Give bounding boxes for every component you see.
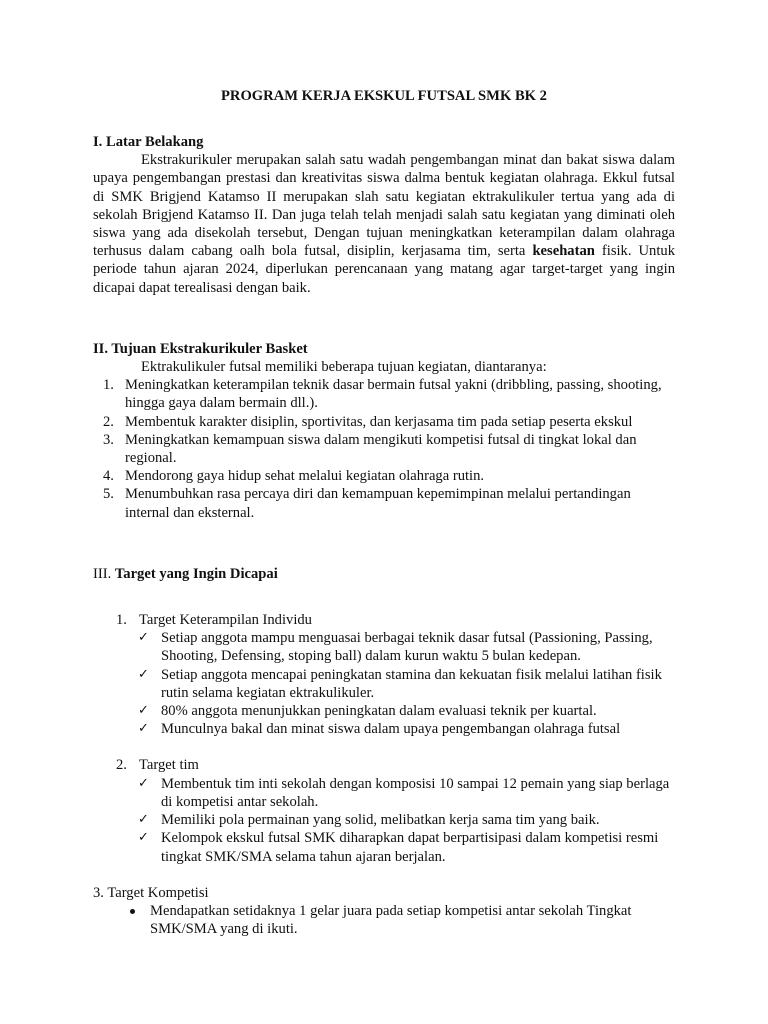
checkmark-icon: ✓ [138, 666, 149, 682]
list-item [93, 431, 675, 467]
list-item [93, 902, 675, 938]
list-item [93, 720, 675, 738]
list-item [93, 376, 675, 412]
list-number: 1. [103, 377, 114, 394]
section-1-paragraph [93, 151, 675, 297]
target-3-heading: 3. Target Kompetisi [93, 884, 209, 901]
target-1-heading [93, 611, 675, 629]
checkmark-icon: ✓ [138, 830, 149, 846]
list-item-text: Munculnya bakal dan minat siswa dalam upaya pengembangan olahraga futsal [161, 721, 621, 738]
list-item [93, 413, 675, 431]
checkmark-icon: ✓ [138, 721, 149, 737]
section-3-heading-text: Target yang Ingin Dicapai [114, 565, 278, 582]
list-item-text: Mendorong gaya hidup sehat melalui kegiatan olahraga rutin. [125, 468, 485, 485]
checkmark-icon: ✓ [138, 630, 149, 646]
list-number: 3. [103, 431, 114, 448]
target-number: 1. [116, 612, 127, 629]
list-item [93, 829, 675, 865]
target-2-heading [93, 756, 675, 774]
section-3-heading-number: III. [93, 565, 112, 582]
list-item [93, 666, 675, 702]
list-item-text: Memiliki pola permainan yang solid, melibatkan kerja sama tim yang baik. [161, 812, 600, 829]
section-1-heading: I. Latar Belakang [93, 134, 204, 150]
list-item [93, 811, 675, 829]
target-label: Target tim [139, 757, 199, 774]
list-item-text: Menumbuhkan rasa percaya diri dan kemampuan kepemimpinan melalui pertandingan internal dan eksternal. [125, 486, 631, 521]
bullet-dot-icon [130, 909, 135, 914]
section-2-intro: Ektrakulikuler futsal memiliki beberapa tujuan kegiatan, diantaranya: [141, 359, 547, 376]
list-item-text: Setiap anggota mencapai peningkatan stamina dan kekuatan fisik melalui latihan fisik rutin selama kegiatan ektrakulikuler. [161, 666, 662, 701]
list-item-text: 80% anggota menunjukkan peningkatan dalam evaluasi teknik per kuartal. [161, 703, 597, 720]
list-item-text: Mendapatkan setidaknya 1 gelar juara pada setiap kompetisi antar sekolah Tingkat SMK/SMA yang di ikuti. [150, 902, 632, 938]
checkmark-icon: ✓ [138, 703, 149, 719]
document-title: PROGRAM KERJA EKSKUL FUTSAL SMK BK 2 [221, 88, 547, 104]
paragraph-bold-word: kesehatan [532, 243, 595, 260]
target-3-list [93, 902, 675, 938]
list-item-text: Meningkatkan keterampilan teknik dasar bermain futsal yakni (dribbling, passing, shooting, hingga gaya dalam bermain dll.). [125, 377, 662, 412]
list-item [93, 485, 675, 521]
list-item-text: Setiap anggota mampu menguasai berbagai teknik dasar futsal (Passioning, Passing, Shooting, Defensing, stoping ball) dalam kurun waktu 5 bulan kedepan. [161, 630, 653, 665]
list-item [93, 467, 675, 485]
list-item-text: Membentuk karakter disiplin, sportivitas, dan kerjasama tim pada setiap peserta ekskul [125, 413, 633, 430]
list-item-text: Meningkatkan kemampuan siswa dalam mengikuti kompetisi futsal di tingkat lokal dan regional. [125, 431, 637, 467]
checkmark-icon: ✓ [138, 775, 149, 791]
list-item [93, 775, 675, 811]
paragraph-text-part-2: fisik. Untuk periode tahun ajaran 2024, diperlukan perencanaan yang matang agar target-target yang ingin dicapai dapat terealisasi dengan baik. [93, 243, 675, 296]
target-2-list [93, 775, 675, 866]
list-number: 5. [103, 486, 114, 503]
list-number: 2. [103, 413, 114, 430]
goals-list [93, 376, 675, 522]
target-label: Target Keterampilan Individu [139, 612, 312, 629]
list-item [93, 629, 675, 665]
list-item-text: Membentuk tim inti sekolah dengan komposisi 10 sampai 12 pemain yang siap berlaga di kompetisi antar sekolah. [161, 775, 670, 810]
section-2-heading: II. Tujuan Ekstrakurikuler Basket [93, 340, 308, 357]
checkmark-icon: ✓ [138, 812, 149, 828]
list-item-text: Kelompok ekskul futsal SMK diharapkan dapat berpartisipasi dalam kompetisi resmi tingkat SMK/SMA selama tahun ajaran berjalan. [161, 830, 659, 865]
target-number: 2. [116, 757, 127, 774]
document-content [93, 87, 675, 938]
section-3-heading [93, 565, 675, 583]
paragraph-text-part-1: Ekstrakurikuler merupakan salah satu wadah pengembangan minat dan bakat siswa dalam upaya pengembangan prestasi dan kreativitas siswa dalma bentuk kegiatan olahraga. Ekkul futsal di SMK Brigjend Katamso II merupakan slah satu kegiatan ektrakulikuler tertua yang ada di sekolah Brigjend Katamso II. Dan juga telah telah menjadi salah satu kegiatan yang diminati oleh siswa yang ada disekolah tersebut, Dengan tujuan meningkatkan keterampilan dalam olahraga terhusus dalam cabang oalh bola futsal, disiplin, kerjasama tim, serta [93, 152, 675, 260]
list-number: 4. [103, 468, 114, 485]
list-item [93, 702, 675, 720]
target-1-list [93, 629, 675, 738]
